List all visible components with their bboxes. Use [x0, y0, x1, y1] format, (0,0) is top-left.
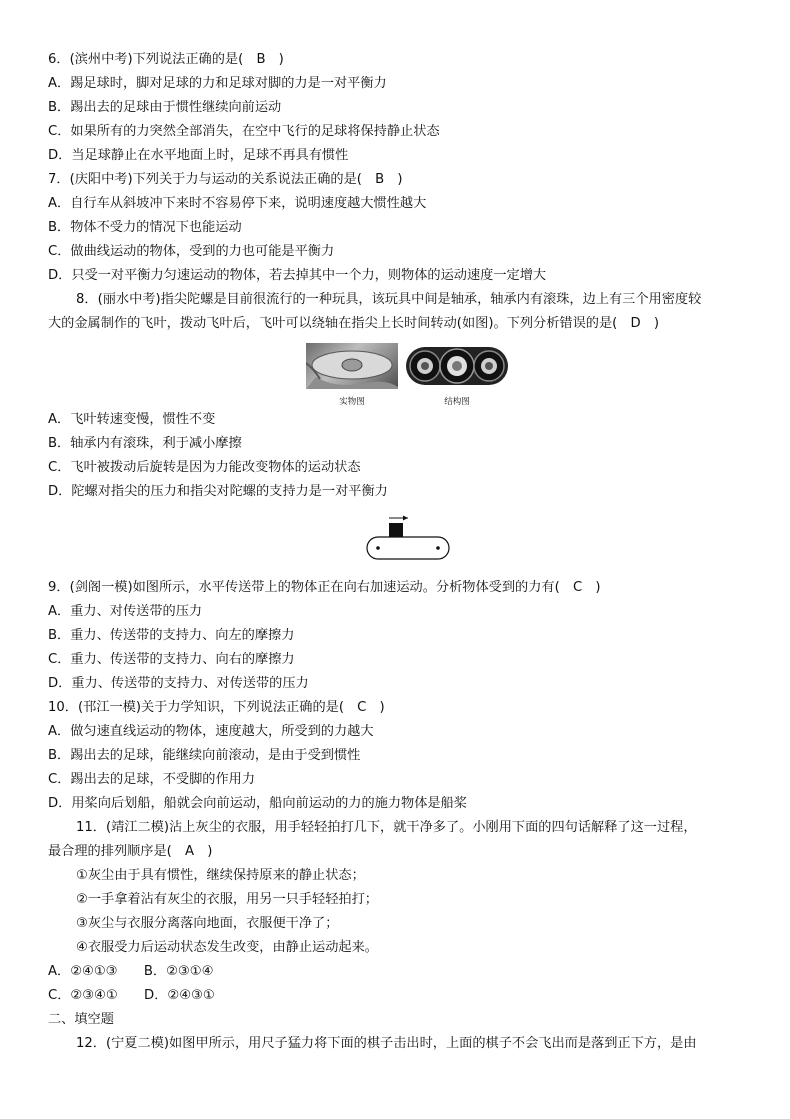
question-7-option-a: A．自行车从斜坡冲下来时不容易停下来，说明速度越大惯性越大: [48, 196, 427, 211]
spinner-photo: [306, 343, 398, 389]
question-9: 9．(剑阁一模)如图所示，水平传送带上的物体正在向右加速运动。分析物体受到的力有( C ): [48, 580, 601, 595]
question-9-option-b: B．重力、传送带的支持力、向左的摩擦力: [48, 628, 295, 643]
spinner-photo-label: 实物图: [339, 397, 365, 407]
question-11-statement-2: ②一手拿着沾有灰尘的衣服，用另一只手轻轻拍打；: [76, 892, 378, 907]
question-8-option-a: A．飞叶转速变慢，惯性不变: [48, 412, 216, 427]
question-11-statement-4: ④衣服受力后运动状态发生改变，由静止运动起来。: [76, 940, 378, 955]
question-11: 11．(靖江二模)沾上灰尘的衣服，用手轻轻拍打几下，就干净多了。小刚用下面的四句话解释了这一过程，: [76, 820, 697, 835]
question-7-option-c: C．做曲线运动的物体，受到的力也可能是平衡力: [48, 244, 335, 259]
question-11-statement-3: ③灰尘与衣服分离落向地面，衣服便干净了；: [76, 916, 339, 931]
question-8-option-b: B．轴承内有滚珠，利于减小摩擦: [48, 436, 242, 451]
section-heading-fill-in: 二、填空题: [48, 1012, 114, 1027]
question-7-option-b: B．物体不受力的情况下也能运动: [48, 220, 242, 235]
question-6: 6．(滨州中考)下列说法正确的是( B ): [48, 52, 284, 67]
conveyor-figure: [364, 510, 454, 562]
question-10-option-c: C．踢出去的足球，不受脚的作用力: [48, 772, 256, 787]
question-10: 10．(邗江一模)关于力学知识，下列说法正确的是( C ): [48, 700, 385, 715]
question-8: 8．(丽水中考)指尖陀螺是目前很流行的一种玩具，该玩具中间是轴承，轴承内有滚珠，边上有三个用密度较: [76, 292, 702, 307]
spinner-figure: [306, 343, 516, 409]
question-8-option-c: C．飞叶被拨动后旋转是因为力能改变物体的运动状态: [48, 460, 361, 475]
question-12: 12．(宁夏二模)如图甲所示，用尺子猛力将下面的棋子击出时，上面的棋子不会飞出而是落到正下方，是由: [76, 1036, 697, 1051]
question-11-cont: 最合理的排列顺序是( A ): [48, 844, 213, 859]
spinner-structure-label: 结构图: [444, 397, 470, 407]
question-7-option-d: D．只受一对平衡力匀速运动的物体，若去掉其中一个力，则物体的运动速度一定增大: [48, 268, 547, 283]
question-7: 7．(庆阳中考)下列关于力与运动的关系说法正确的是( B ): [48, 172, 403, 187]
question-9-option-c: C．重力、传送带的支持力、向右的摩擦力: [48, 652, 295, 667]
question-6-option-d: D．当足球静止在水平地面上时，足球不再具有惯性: [48, 148, 349, 163]
question-6-option-a: A．踢足球时，脚对足球的力和足球对脚的力是一对平衡力: [48, 76, 387, 91]
question-10-option-d: D．用桨向后划船，船就会向前运动，船向前运动的力的施力物体是船桨: [48, 796, 467, 811]
question-8-cont: 大的金属制作的飞叶，拨动飞叶后，飞叶可以绕轴在指尖上长时间转动(如图)。下列分析错误的是( D ): [48, 316, 659, 331]
question-6-option-c: C．如果所有的力突然全部消失，在空中飞行的足球将保持静止状态: [48, 124, 440, 139]
question-11-options-cd: C．②③④① D．②④③①: [48, 988, 215, 1003]
question-6-option-b: B．踢出去的足球由于惯性继续向前运动: [48, 100, 282, 115]
spinner-structure: [404, 343, 510, 389]
question-11-options-ab: A．②④①③ B．②③①④: [48, 964, 214, 979]
question-8-option-d: D．陀螺对指尖的压力和指尖对陀螺的支持力是一对平衡力: [48, 484, 388, 499]
question-9-option-a: A．重力、对传送带的压力: [48, 604, 203, 619]
question-11-statement-1: ①灰尘由于具有惯性，继续保持原来的静止状态；: [76, 868, 365, 883]
question-10-option-b: B．踢出去的足球，能继续向前滚动，是由于受到惯性: [48, 748, 361, 763]
question-9-option-d: D．重力、传送带的支持力、对传送带的压力: [48, 676, 309, 691]
question-10-option-a: A．做匀速直线运动的物体，速度越大，所受到的力越大: [48, 724, 374, 739]
